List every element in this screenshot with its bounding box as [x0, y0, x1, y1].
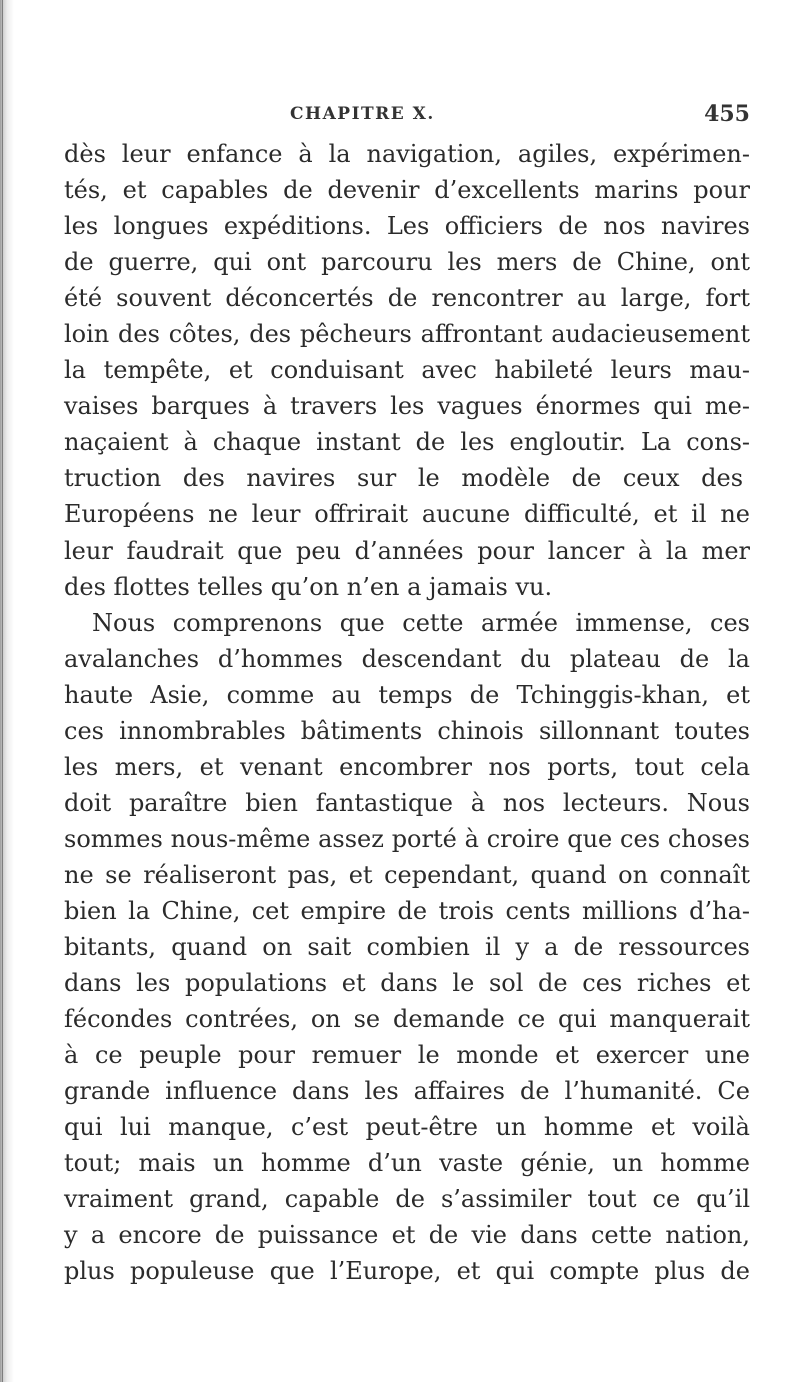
- text-line: des flottes telles qu’on n’en a jamais vu.: [64, 572, 553, 601]
- text-line: la tempête, et conduisant avec habileté leurs mau-: [64, 356, 750, 385]
- text-line: de guerre, qui ont parcouru les mers de Chine, ont: [64, 248, 750, 277]
- text-line: dans les populations et dans le sol de ces riches et: [64, 969, 750, 998]
- text-line: sommes nous-même assez porté à croire que ces choses: [64, 824, 750, 853]
- text-line: qui lui manque, c’est peut-être un homme et voilà: [64, 1113, 750, 1142]
- text-line: naçaient à chaque instant de les engloutir. La cons-: [64, 428, 750, 457]
- text-line: les longues expéditions. Les officiers de nos navires: [64, 212, 750, 241]
- text-line: doit paraître bien fantastique à nos lecteurs. Nous: [64, 788, 750, 817]
- text-line: loin des côtes, des pêcheurs affrontant audacieusement: [64, 320, 750, 349]
- text-line: leur faudrait que peu d’années pour lancer à la mer: [64, 536, 750, 565]
- running-head: [60, 101, 750, 134]
- text-line: ces innombrables bâtiments chinois sillonnant toutes: [64, 716, 750, 745]
- text-line: bien la Chine, cet empire de trois cents millions d’ha-: [64, 896, 750, 925]
- text-line: dès leur enfance à la navigation, agiles, expérimen-: [64, 140, 750, 168]
- text-line: été souvent déconcertés de rencontrer au large, fort: [64, 284, 750, 313]
- text-line: avalanches d’hommes descendant du plateau de la: [64, 644, 750, 673]
- chapter-title: CHAPITRE X.: [290, 104, 435, 124]
- text-line: y a encore de puissance et de vie dans cette nation,: [64, 1221, 750, 1250]
- text-line: vaises barques à travers les vagues énormes qui me-: [64, 392, 750, 421]
- text-line: tés, et capables de devenir d’excellents marins pour: [64, 176, 750, 205]
- text-line: bitants, quand on sait combien il y a de ressources: [64, 933, 750, 962]
- text-line: haute Asie, comme au temps de Tchinggis-khan, et: [64, 680, 750, 709]
- gutter-shadow-line: [2, 0, 3, 1382]
- page-number: 455: [704, 101, 750, 127]
- text-line: les mers, et venant encombrer nos ports, tout cela: [64, 752, 750, 781]
- text-line: Nous comprenons que cette armée immense, ces: [92, 608, 750, 637]
- text-line: grande influence dans les affaires de l’humanité. Ce: [64, 1077, 750, 1106]
- text-line: à ce peuple pour remuer le monde et exercer une: [64, 1041, 750, 1070]
- text-line: Européens ne leur offrirait aucune difficulté, et il ne: [64, 500, 750, 529]
- body-text: [64, 136, 750, 1290]
- page-gutter: [0, 0, 14, 1382]
- text-line: tout; mais un homme d’un vaste génie, un homme: [64, 1149, 750, 1178]
- text-line: vraiment grand, capable de s’assimiler tout ce qu’il: [64, 1185, 750, 1214]
- text-line: fécondes contrées, on se demande ce qui manquerait: [64, 1005, 750, 1034]
- text-line: truction des navires sur le modèle de ceux des: [64, 464, 744, 493]
- text-line: ne se réaliseront pas, et cependant, quand on connaît: [64, 860, 750, 889]
- text-line: plus populeuse que l’Europe, et qui compte plus de: [64, 1257, 750, 1286]
